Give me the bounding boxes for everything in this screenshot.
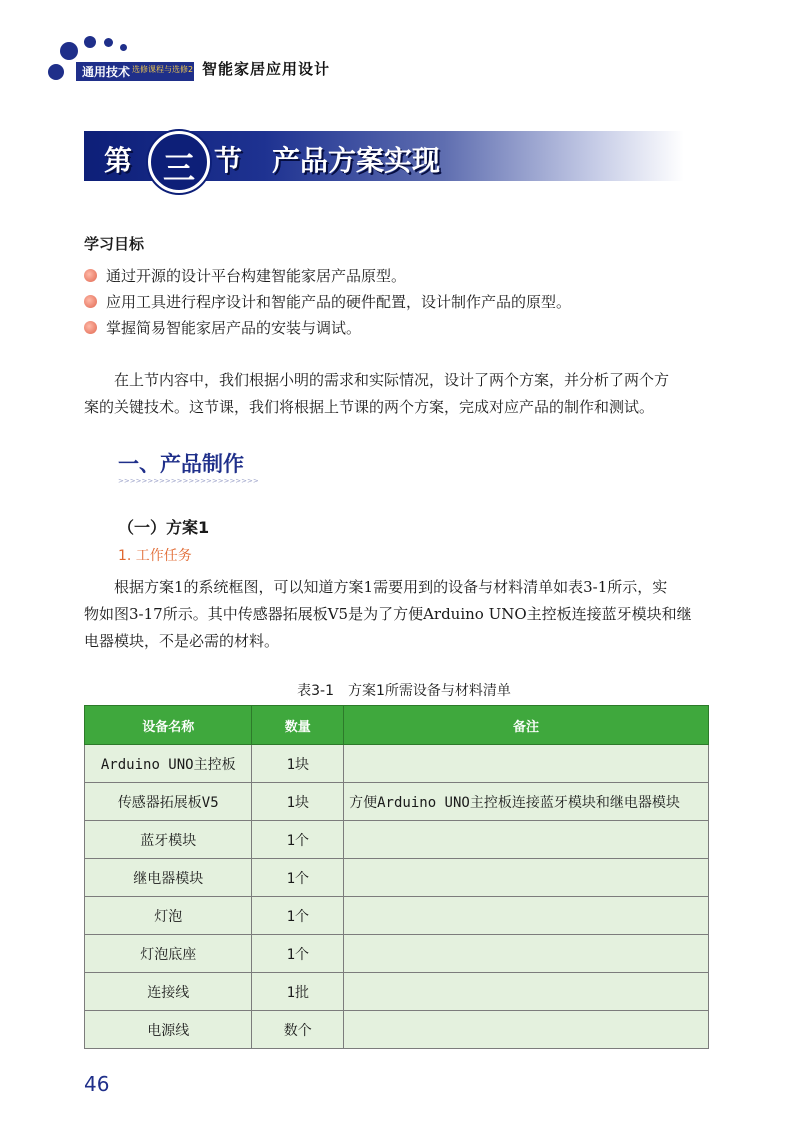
cell-name: 灯泡底座 [85,935,252,973]
cell-note [344,1011,709,1049]
objective-text: 通过开源的设计平台构建智能家居产品原型。 [106,267,407,285]
table-row [85,783,709,821]
header-dot-3 [104,38,113,47]
cell-name: 传感器拓展板V5 [85,783,252,821]
column-header-qty: 数量 [252,706,344,745]
cell-note: 方便Arduino UNO主控板连接蓝牙模块和继电器模块 [344,783,709,821]
cell-name: 继电器模块 [85,859,252,897]
bullet-icon [84,321,97,334]
objective-item [84,291,571,312]
objective-text: 掌握简易智能家居产品的安装与调试。 [106,319,362,337]
section-title: 产品方案实现 [272,144,441,177]
section-prefix: 第 [104,144,133,177]
header-book-title: 智能家居应用设计 [202,60,331,78]
intro-line-2: 案的关键技术。这节课，我们将根据上节课的两个方案，完成对应产品的制作和测试。 [84,398,655,416]
heading-scheme-1: （一）方案1 [118,518,210,537]
column-header-note: 备注 [344,706,709,745]
cell-qty: 1个 [252,859,344,897]
table-row [85,973,709,1011]
cell-qty: 1个 [252,935,344,973]
page-number: 46 [84,1072,110,1096]
body-line-2: 物如图3-17所示。其中传感器拓展板V5是为了方便Arduino UNO主控板连接蓝牙模块和继 [84,605,692,623]
bullet-icon [84,295,97,308]
header-dot-2 [84,36,96,48]
heading-work-task: 1. 工作任务 [118,548,192,564]
cell-name: 连接线 [85,973,252,1011]
table-header-row [85,706,709,745]
intro-line-1: 在上节内容中，我们根据小明的需求和实际情况，设计了两个方案，并分析了两个方 [114,371,670,389]
body-paragraph [84,574,712,655]
table-row [85,1011,709,1049]
table-row [85,821,709,859]
header-brand: 通用技术 [82,65,131,79]
table-row [85,859,709,897]
cell-note [344,897,709,935]
cell-qty: 数个 [252,1011,344,1049]
table-caption: 表3-1 方案1所需设备与材料清单 [297,683,511,699]
header-dot-1 [60,42,78,60]
cell-note [344,821,709,859]
objective-item [84,317,361,338]
header-brand-sub: 选修课程与选修2 [132,65,194,74]
cell-qty: 1批 [252,973,344,1011]
cell-note [344,745,709,783]
section-suffix: 节 [214,144,243,177]
cell-name: 电源线 [85,1011,252,1049]
materials-table [84,705,709,1049]
intro-paragraph [84,367,712,421]
cell-qty: 1个 [252,821,344,859]
heading-product-making: 一、产品制作 [118,452,244,476]
table-row [85,745,709,783]
cell-qty: 1个 [252,897,344,935]
objective-item [84,265,406,286]
cell-qty: 1块 [252,783,344,821]
cell-name: 灯泡 [85,897,252,935]
heading-decoration: >>>>>>>>>>>>>>>>>>>>>>>> [118,477,259,485]
header-dot-5 [48,64,64,80]
column-header-name: 设备名称 [85,706,252,745]
section-number: 三 [162,149,195,187]
cell-note [344,973,709,1011]
table-row [85,935,709,973]
cell-qty: 1块 [252,745,344,783]
objectives-heading: 学习目标 [84,235,145,253]
cell-note [344,935,709,973]
cell-name: Arduino UNO主控板 [85,745,252,783]
body-line-3: 电器模块，不是必需的材料。 [84,632,280,650]
section-number-circle [148,131,210,193]
bullet-icon [84,269,97,282]
header-dot-4 [120,44,127,51]
body-line-1: 根据方案1的系统框图，可以知道方案1需要用到的设备与材料清单如表3-1所示，实 [114,578,668,596]
objective-text: 应用工具进行程序设计和智能产品的硬件配置，设计制作产品的原型。 [106,293,572,311]
table-row [85,897,709,935]
cell-name: 蓝牙模块 [85,821,252,859]
cell-note [344,859,709,897]
